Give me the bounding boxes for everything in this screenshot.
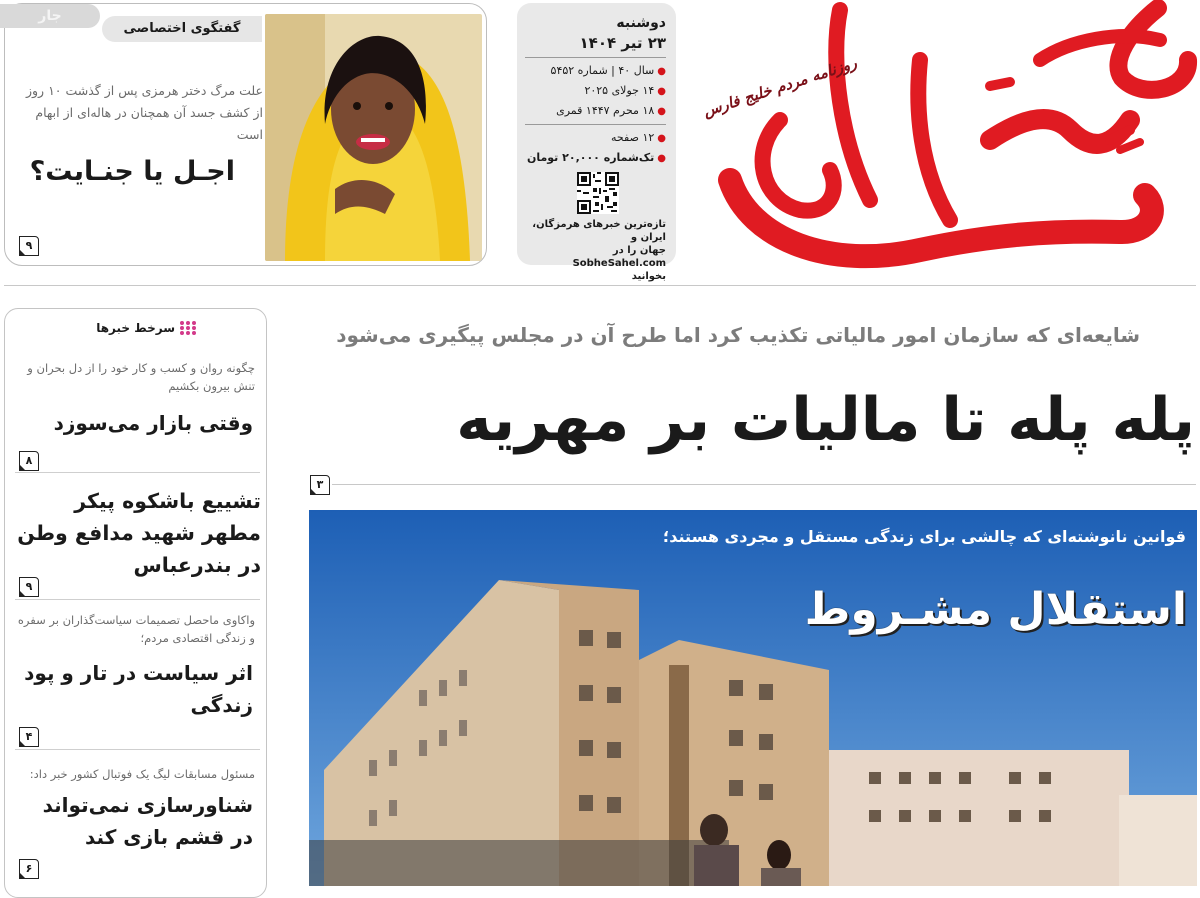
- issue-year-number: ●سال ۴۰ | شماره ۵۴۵۲: [550, 64, 666, 77]
- section-divider: [4, 285, 1196, 286]
- svg-text:صبح ساحل: صبح ساحل: [945, 145, 950, 146]
- headline-divider: [332, 484, 1196, 485]
- qr-caption-3: بخوانید: [631, 271, 666, 282]
- grid-dots-icon: [179, 320, 199, 336]
- interview-headline[interactable]: اجـل یا جنـایت؟: [29, 156, 235, 187]
- issue-date-gregorian: ●۱۴ جولای ۲۰۲۵: [584, 84, 666, 97]
- masthead-tagline: روزنامه مردم خلیج فارس: [700, 53, 859, 121]
- photo-story[interactable]: [309, 510, 1197, 886]
- qr-code-icon[interactable]: [577, 172, 619, 214]
- page-reference[interactable]: ۸: [19, 451, 39, 471]
- sidebar-item-subtitle: چگونه روان و کسب و کار خود را از دل بحران و تنش بیرون بکشیم: [27, 361, 255, 393]
- page-reference[interactable]: ۹: [19, 577, 39, 597]
- interview-label: گفتگوی اختصاصی: [102, 16, 262, 42]
- headlines-sidebar: [4, 308, 267, 898]
- qr-caption-1: تازه‌ترین خبرهای هرمزگان، ایران و: [532, 219, 666, 243]
- watermark-stamp: جار: [0, 4, 100, 28]
- logo-calligraphy-icon: [690, 0, 1200, 290]
- page-reference[interactable]: ۹: [19, 236, 39, 256]
- issue-price: ●تک‌شماره ۲۰,۰۰۰ تومان: [526, 151, 666, 164]
- sidebar-title: سرخط خبرها: [96, 321, 175, 335]
- issue-day: دوشنبه: [616, 15, 666, 31]
- bullet-icon: ●: [657, 106, 666, 117]
- main-headline[interactable]: پله پله تا مالیات بر مهریه: [456, 385, 1195, 455]
- sidebar-divider: [15, 749, 260, 750]
- bullet-icon: ●: [657, 133, 666, 144]
- qr-caption-2[interactable]: جهان را در SobheSahel.com: [572, 245, 666, 269]
- sidebar-divider: [15, 472, 260, 473]
- interview-photo: [265, 14, 482, 261]
- portrait-image-icon: [265, 14, 482, 261]
- info-divider: [525, 57, 666, 58]
- page-reference[interactable]: ۶: [19, 859, 39, 879]
- interview-subtitle: علت مرگ دختر هرمزی پس از گذشت ۱۰ روز از کشف جسد آن همچنان در هاله‌ای از ابهام است: [25, 83, 263, 142]
- sidebar-item-subtitle: واکاوی ماحصل تصمیمات سیاست‌گذاران بر سفره و زندگی اقتصادی مردم؛: [17, 613, 255, 645]
- sidebar-item-headline[interactable]: تشییع باشکوه پیکر مطهر شهید مدافع وطن در بندرعباس: [17, 489, 261, 577]
- photo-story-headline[interactable]: استقلال مشـروط: [804, 584, 1187, 635]
- page-reference[interactable]: ۳: [310, 475, 330, 495]
- photo-story-subtitle: قوانین نانوشته‌ای که چالشی برای زندگی مستقل و مجردی هستند؛: [662, 527, 1186, 546]
- sidebar-item-headline[interactable]: وقتی بازار می‌سوزد: [53, 411, 253, 435]
- qr-zone: [525, 172, 666, 218]
- bullet-icon: ●: [657, 66, 666, 77]
- issue-info-box: [517, 3, 676, 282]
- page-reference[interactable]: ۴: [19, 727, 39, 747]
- bullet-icon: ●: [657, 153, 666, 164]
- main-kicker: شایعه‌ای که سازمان امور مالیاتی تکذیب کرد اما طرح آن در مجلس پیگیری می‌شود: [336, 323, 1140, 347]
- sidebar-item-headline[interactable]: شناورسازی نمی‌تواند در قشم بازی کند: [42, 793, 253, 849]
- sidebar-divider: [15, 599, 260, 600]
- sidebar-item-subtitle: مسئول مسابقات لیگ یک فوتبال کشور خبر داد:: [29, 767, 255, 781]
- issue-date-shamsi: ۲۳ تیر ۱۴۰۴: [579, 34, 666, 52]
- issue-pages: ●۱۲ صفحه: [611, 131, 666, 144]
- interview-box[interactable]: [4, 3, 487, 266]
- masthead-logo: [690, 0, 1200, 290]
- issue-date-hijri: ●۱۸ محرم ۱۴۴۷ قمری: [556, 104, 666, 117]
- sidebar-item-headline[interactable]: اثر سیاست در تار و پود زندگی: [24, 661, 253, 717]
- bullet-icon: ●: [657, 86, 666, 97]
- info-divider: [525, 124, 666, 125]
- apartment-photo-icon: [309, 510, 1197, 886]
